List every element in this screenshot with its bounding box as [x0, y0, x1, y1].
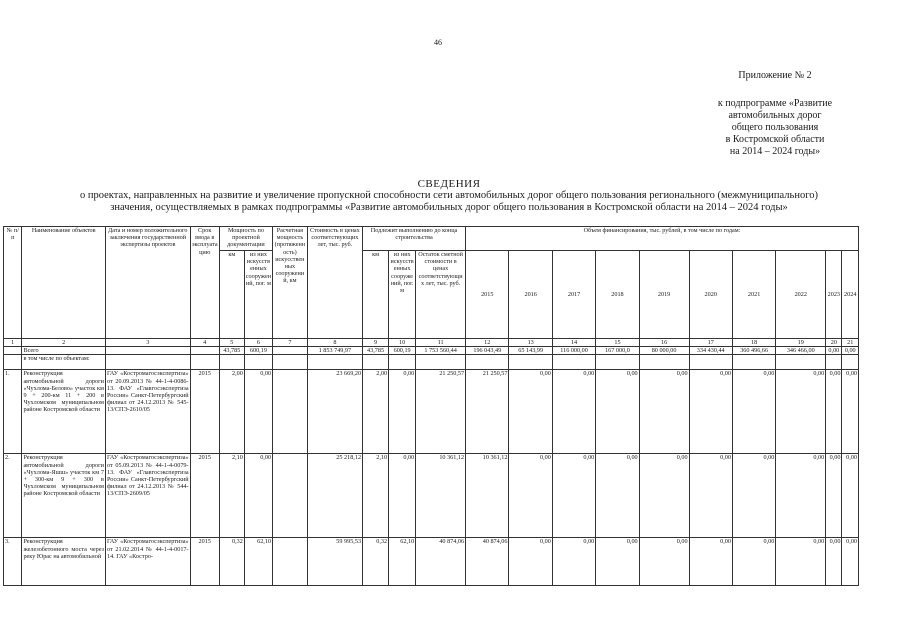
table-cell: 167 000,0 [596, 347, 639, 355]
header-end: Подлежит выполнению до конца строительства [363, 227, 466, 251]
table-cell: 59 995,53 [307, 538, 362, 586]
table-cell: 10 361,12 [466, 454, 509, 538]
column-number: 9 [363, 339, 389, 347]
document-subtitle-line: о проектах, направленных на развитие и увеличение пропускной способности сети автомобильных дорог общего пользования регионального (межмуниципального) [79, 190, 818, 201]
header-year: 2021 [732, 251, 775, 339]
expert-conclusion: ГАУ «Костромагосэкспертиза» от 21.02.2014 № 44-1-4-0017-14. ГАУ «Костро- [105, 538, 190, 586]
table-cell: 0,00 [826, 538, 842, 586]
appendix-block [700, 70, 850, 158]
page-number: 46 [434, 38, 442, 47]
header-end-art: из них искусственных сооружений, пог. м [389, 251, 416, 339]
column-number: 10 [389, 339, 416, 347]
table-cell: 116 000,00 [552, 347, 595, 355]
appendix-line: в Костромской области [725, 134, 825, 145]
row-number: 2. [4, 454, 22, 538]
header-year: 2019 [639, 251, 689, 339]
table-cell: 62,10 [389, 538, 416, 586]
column-number: 8 [307, 339, 362, 347]
table-cell: 0,00 [244, 454, 272, 538]
table-cell: 360 496,66 [732, 347, 775, 355]
table-cell: 2,00 [363, 370, 389, 454]
appendix-title: Приложение № 2 [738, 70, 812, 81]
table-cell [509, 355, 552, 370]
table-cell: 0,00 [596, 370, 639, 454]
table-cell [273, 347, 308, 355]
table-cell: 23 669,20 [307, 370, 362, 454]
table-cell: 40 874,06 [466, 538, 509, 586]
header-calc: Расчетная мощность (протяженность) искусственных сооружений, км [273, 227, 308, 339]
table-row [4, 454, 859, 538]
header-year: 2023 [826, 251, 842, 339]
header-power-art: из них искусственных сооружений, пог. м [244, 251, 272, 339]
table-cell: 43,785 [219, 347, 244, 355]
table-cell: 0,00 [389, 454, 416, 538]
object-name: Реконструкция железобетонного моста через реку Юрас на автомобильной [22, 538, 106, 586]
table-cell: 0,00 [639, 454, 689, 538]
table-cell: 0,00 [639, 538, 689, 586]
table-cell: 1 753 560,44 [416, 347, 466, 355]
table-cell: 0,00 [732, 370, 775, 454]
header-year: 2024 [842, 251, 859, 339]
table-cell: 80 000,00 [639, 347, 689, 355]
column-number-row [4, 339, 859, 347]
appendix-line: автомобильных дорог [728, 110, 822, 121]
column-number: 21 [842, 339, 859, 347]
header-cost: Стоимость в ценах соответствующих лет, тыс. руб. [307, 227, 362, 339]
column-number: 4 [190, 339, 219, 347]
table-cell [105, 347, 190, 355]
table-cell: 0,32 [363, 538, 389, 586]
table-cell: 0,00 [776, 370, 826, 454]
header-end-rest: Остаток сметной стоимости в ценах соответствующих лет, тыс. руб. [416, 251, 466, 339]
header-row [4, 227, 859, 251]
table-cell [273, 355, 308, 370]
header-year: 2015 [466, 251, 509, 339]
table-cell: 2015 [190, 538, 219, 586]
header-year: 2017 [552, 251, 595, 339]
table-cell [466, 355, 509, 370]
table-cell: 21 250,57 [466, 370, 509, 454]
table-cell: 65 143,99 [509, 347, 552, 355]
header-power-km: км [219, 251, 244, 339]
column-number: 5 [219, 339, 244, 347]
header-expert: Дата и номер положительного заключения государственной экспертизы проектов [105, 227, 190, 339]
table-cell: 2,00 [219, 370, 244, 454]
incl-row [4, 355, 859, 370]
table-cell: 25 218,12 [307, 454, 362, 538]
object-rows [4, 370, 859, 586]
header-end-km: км [363, 251, 389, 339]
table-cell: 0,00 [509, 538, 552, 586]
table-cell: 0,00 [552, 538, 595, 586]
table-cell [842, 355, 859, 370]
column-number: 15 [596, 339, 639, 347]
table-cell [273, 538, 308, 586]
table-cell: 0,00 [732, 454, 775, 538]
column-number: 13 [509, 339, 552, 347]
table-cell: 0,00 [509, 370, 552, 454]
document-title [0, 178, 898, 214]
table-cell: 0,00 [776, 454, 826, 538]
table-cell: 0,00 [244, 370, 272, 454]
table-cell: 2015 [190, 370, 219, 454]
header-power: Мощность по проектной документации [219, 227, 272, 251]
row-number: 1. [4, 370, 22, 454]
column-number: 19 [776, 339, 826, 347]
row-number: 3. [4, 538, 22, 586]
table-cell: 40 874,06 [416, 538, 466, 586]
document-heading: СВЕДЕНИЯ [417, 178, 481, 190]
appendix-line: на 2014 – 2024 годы» [729, 146, 821, 157]
table-cell [732, 355, 775, 370]
column-number: 1 [4, 339, 22, 347]
table-cell: 334 430,44 [689, 347, 732, 355]
table-cell [105, 355, 190, 370]
table-cell: 0,00 [689, 370, 732, 454]
table-cell [190, 355, 219, 370]
table-cell [416, 355, 466, 370]
table-cell: 196 043,49 [466, 347, 509, 355]
table-cell: 0,00 [689, 538, 732, 586]
header-name: Наименование объектов [22, 227, 106, 339]
column-number: 2 [22, 339, 106, 347]
table-cell: 600,19 [389, 347, 416, 355]
table-cell: 0,00 [826, 347, 842, 355]
header-year: 2018 [596, 251, 639, 339]
header-num: № п/п [4, 227, 22, 339]
projects-table [3, 226, 859, 586]
header-year: 2022 [776, 251, 826, 339]
table-cell: 0,00 [826, 370, 842, 454]
table-cell [190, 347, 219, 355]
column-number: 7 [273, 339, 308, 347]
table-cell: 600,19 [244, 347, 272, 355]
table-cell [4, 355, 22, 370]
document-subtitle-line: значения, осуществляемых в рамках подпрограммы «Развитие автомобильных дорог общего пользования в Костромской области на 2014 – 2024 годы» [110, 202, 788, 213]
column-number: 20 [826, 339, 842, 347]
expert-conclusion: ГАУ «Костромагосэкспертиза» от 05.09.2013 № 44-1-4-0079-13. ФАУ «Главгосэкспертиза России» Санкт-Петербургский филиал от 24.12.2013 № 544-13/СПЭ-2609/05 [105, 454, 190, 538]
table-cell [244, 355, 272, 370]
table-cell: 2,10 [363, 454, 389, 538]
table-cell: 0,00 [689, 454, 732, 538]
column-number: 14 [552, 339, 595, 347]
table-cell: 0,00 [389, 370, 416, 454]
table-cell [307, 355, 362, 370]
table-row [4, 538, 859, 586]
table-cell [363, 355, 389, 370]
total-row [4, 347, 859, 355]
column-number: 11 [416, 339, 466, 347]
table-cell: 346 466,00 [776, 347, 826, 355]
appendix-line: к подпрограмме «Развитие [717, 98, 833, 109]
header-term: Срок ввода в эксплуатацию [190, 227, 219, 339]
column-number: 6 [244, 339, 272, 347]
table-cell [273, 370, 308, 454]
table-cell [273, 454, 308, 538]
total-label: Всего [22, 347, 106, 355]
table-cell: 43,785 [363, 347, 389, 355]
header-finance: Объем финансирования, тыс. рублей, в том числе по годам: [466, 227, 859, 251]
table-cell: 0,00 [842, 454, 859, 538]
column-number: 3 [105, 339, 190, 347]
object-name: Реконструкция автомобильной дороги «Чухлома-Белово» участок км 9 + 200-км 11 + 200 в Чухломском муниципальном районе Костромской области [22, 370, 106, 454]
table-cell: 2015 [190, 454, 219, 538]
table-row [4, 370, 859, 454]
expert-conclusion: ГАУ «Костромагосэкспертиза» от 20.09.2013 № 44-1-4-0086-13. ФАУ «Главгосэкспертиза России» Санкт-Петербургский филиал от 24.12.2013 № 545-13/СПЭ-2610/05 [105, 370, 190, 454]
table-cell [596, 355, 639, 370]
table-cell: 0,00 [552, 454, 595, 538]
table-cell: 0,00 [776, 538, 826, 586]
column-number: 18 [732, 339, 775, 347]
table-cell [552, 355, 595, 370]
table-cell: 0,00 [509, 454, 552, 538]
table-cell: 21 250,57 [416, 370, 466, 454]
table-cell [776, 355, 826, 370]
column-number: 17 [689, 339, 732, 347]
table-cell: 0,00 [732, 538, 775, 586]
table-cell: 10 361,12 [416, 454, 466, 538]
column-number: 12 [466, 339, 509, 347]
table-cell: 0,00 [842, 347, 859, 355]
table-cell: 0,00 [552, 370, 595, 454]
table-cell: 0,00 [842, 370, 859, 454]
table-cell [4, 347, 22, 355]
table-cell [389, 355, 416, 370]
table-cell: 0,00 [596, 538, 639, 586]
table-cell [826, 355, 842, 370]
table-cell: 0,00 [639, 370, 689, 454]
table-cell [689, 355, 732, 370]
table-cell [219, 355, 244, 370]
column-number: 16 [639, 339, 689, 347]
header-year: 2020 [689, 251, 732, 339]
table-cell: 0,32 [219, 538, 244, 586]
table-cell: 62,10 [244, 538, 272, 586]
header-year: 2016 [509, 251, 552, 339]
object-name: Реконструкция автомобильной дороги «Чухлома-Яшш» участок км 7 + 300-км 9 + 300 в Чухломском муниципальном районе Костромской области [22, 454, 106, 538]
table-cell: 1 853 749,97 [307, 347, 362, 355]
table-cell: 0,00 [826, 454, 842, 538]
incl-label: в том числе по объектам: [22, 355, 106, 370]
table-cell: 2,10 [219, 454, 244, 538]
table-cell [639, 355, 689, 370]
table-cell: 0,00 [842, 538, 859, 586]
table-cell: 0,00 [596, 454, 639, 538]
appendix-line: общего пользования [731, 122, 819, 133]
